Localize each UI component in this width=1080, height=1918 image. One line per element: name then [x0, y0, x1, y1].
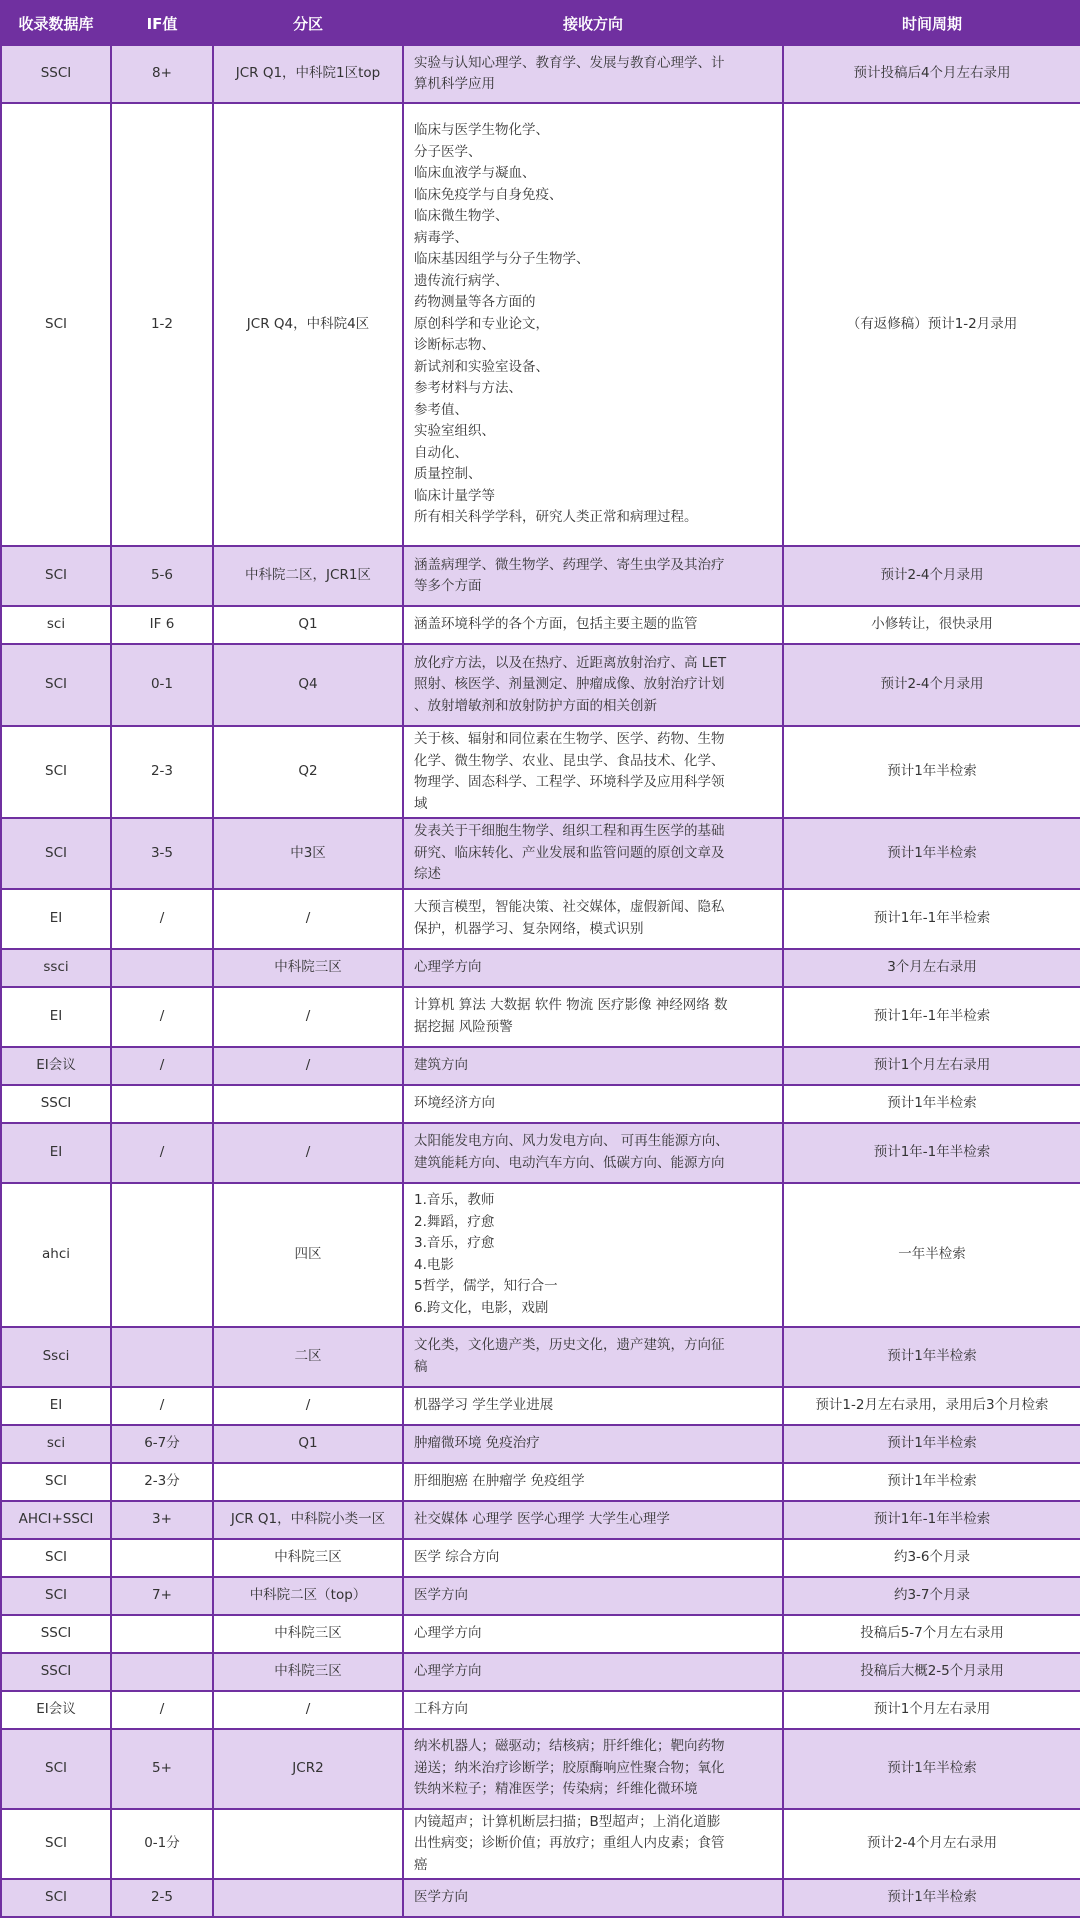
cell-impact-factor — [111, 1615, 213, 1653]
header-database: 收录数据库 — [1, 1, 111, 45]
table-row — [1, 818, 1080, 889]
table-row — [1, 1879, 1080, 1917]
cell-impact-factor: / — [111, 1047, 213, 1085]
cell-direction: 涵盖病理学、微生物学、药理学、寄生虫学及其治疗 等多个方面 — [403, 546, 783, 606]
header-zone: 分区 — [213, 1, 403, 45]
cell-zone: 中科院三区 — [213, 1615, 403, 1653]
table-row — [1, 889, 1080, 949]
cell-impact-factor — [111, 1327, 213, 1387]
cell-database: SCI — [1, 1729, 111, 1809]
cell-zone — [213, 1809, 403, 1880]
cell-zone: JCR Q1，中科院1区top — [213, 45, 403, 103]
cell-database: SCI — [1, 818, 111, 889]
cell-database: sci — [1, 1425, 111, 1463]
cell-database: SCI — [1, 1577, 111, 1615]
cell-time-period: 投稿后大概2-5个月录用 — [783, 1653, 1080, 1691]
cell-zone: JCR Q1，中科院小类一区 — [213, 1501, 403, 1539]
table-row — [1, 1577, 1080, 1615]
cell-zone: 中科院二区，JCR1区 — [213, 546, 403, 606]
table-row — [1, 1729, 1080, 1809]
cell-impact-factor: 7+ — [111, 1577, 213, 1615]
cell-zone: / — [213, 1047, 403, 1085]
cell-time-period: 预计1年半检索 — [783, 726, 1080, 818]
cell-direction: 实验与认知心理学、教育学、发展与教育心理学、计 算机科学应用 — [403, 45, 783, 103]
cell-zone: 四区 — [213, 1183, 403, 1327]
cell-direction: 涵盖环境科学的各个方面，包括主要主题的监管 — [403, 606, 783, 644]
table-row — [1, 45, 1080, 103]
table-row — [1, 1387, 1080, 1425]
cell-direction: 纳米机器人；磁驱动；结核病；肝纤维化；靶向药物 递送；纳米治疗诊断学；胶原酶响应性聚合物；氧化 铁纳米粒子；精准医学；传染病；纤维化微环境 — [403, 1729, 783, 1809]
cell-impact-factor — [111, 1183, 213, 1327]
cell-direction: 心理学方向 — [403, 1615, 783, 1653]
table-row — [1, 1809, 1080, 1880]
cell-impact-factor: 2-5 — [111, 1879, 213, 1917]
cell-database: SCI — [1, 1463, 111, 1501]
cell-time-period: 投稿后5-7个月左右录用 — [783, 1615, 1080, 1653]
cell-impact-factor — [111, 1085, 213, 1123]
cell-time-period: 预计1年半检索 — [783, 1463, 1080, 1501]
cell-direction: 临床与医学生物化学、 分子医学、 临床血液学与凝血、 临床免疫学与自身免疫、 临床微生物学、 病毒学、 临床基因组学与分子生物学、 遗传流行病学、 药物测量等各方面的 原创科学和专业论文， 诊断标志物、 新试剂和实验室设备、 参考材料与方法、 参考值、 实验室组织、 自动化、 质量控制、 临床计量学等 所有相关科学学科，研究人类正常和病理过程。 — [403, 103, 783, 546]
table-row — [1, 1047, 1080, 1085]
header-time-period: 时间周期 — [783, 1, 1080, 45]
cell-direction: 医学方向 — [403, 1577, 783, 1615]
cell-database: sci — [1, 606, 111, 644]
cell-direction: 医学 综合方向 — [403, 1539, 783, 1577]
cell-impact-factor — [111, 1539, 213, 1577]
cell-impact-factor: / — [111, 987, 213, 1047]
table-row — [1, 1691, 1080, 1729]
table-row — [1, 1615, 1080, 1653]
cell-zone — [213, 1463, 403, 1501]
cell-database: SSCI — [1, 45, 111, 103]
cell-impact-factor: 6-7分 — [111, 1425, 213, 1463]
cell-direction: 肿瘤微环境 免疫治疗 — [403, 1425, 783, 1463]
cell-time-period: 预计投稿后4个月左右录用 — [783, 45, 1080, 103]
cell-zone: / — [213, 987, 403, 1047]
table-row — [1, 1085, 1080, 1123]
cell-time-period: 预计1年半检索 — [783, 1425, 1080, 1463]
cell-zone — [213, 1879, 403, 1917]
cell-database: AHCI+SSCI — [1, 1501, 111, 1539]
cell-time-period: 预计1年-1年半检索 — [783, 1501, 1080, 1539]
table-row — [1, 1653, 1080, 1691]
table-row — [1, 1123, 1080, 1183]
cell-direction: 大预言模型，智能决策、社交媒体，虚假新闻、隐私 保护，机器学习、复杂网络，模式识别 — [403, 889, 783, 949]
cell-direction: 内镜超声；计算机断层扫描；B型超声；上消化道膨 出性病变；诊断价值；再放疗；重组人内皮素；食管 癌 — [403, 1809, 783, 1880]
cell-database: SCI — [1, 1809, 111, 1880]
cell-zone: Q1 — [213, 1425, 403, 1463]
cell-database: EI — [1, 1123, 111, 1183]
cell-zone: 中3区 — [213, 818, 403, 889]
table-row — [1, 644, 1080, 726]
cell-database: SSCI — [1, 1615, 111, 1653]
cell-time-period: 预计2-4个月录用 — [783, 644, 1080, 726]
cell-time-period: 预计1年半检索 — [783, 1085, 1080, 1123]
cell-impact-factor: 2-3 — [111, 726, 213, 818]
cell-direction: 肝细胞癌 在肿瘤学 免疫组学 — [403, 1463, 783, 1501]
cell-database: EI — [1, 987, 111, 1047]
cell-time-period: 约3-7个月录 — [783, 1577, 1080, 1615]
cell-database: ahci — [1, 1183, 111, 1327]
cell-zone — [213, 1085, 403, 1123]
cell-time-period: 预计2-4个月左右录用 — [783, 1809, 1080, 1880]
cell-zone: 中科院三区 — [213, 1539, 403, 1577]
cell-impact-factor: 3+ — [111, 1501, 213, 1539]
cell-impact-factor: 1-2 — [111, 103, 213, 546]
table-row — [1, 1463, 1080, 1501]
table-row — [1, 546, 1080, 606]
cell-direction: 文化类，文化遗产类，历史文化，遗产建筑，方向征 稿 — [403, 1327, 783, 1387]
cell-time-period: 预计2-4个月录用 — [783, 546, 1080, 606]
header-direction: 接收方向 — [403, 1, 783, 45]
cell-database: EI会议 — [1, 1047, 111, 1085]
cell-time-period: 预计1年-1年半检索 — [783, 1123, 1080, 1183]
cell-zone: 中科院二区（top） — [213, 1577, 403, 1615]
cell-zone: / — [213, 889, 403, 949]
cell-impact-factor: 2-3分 — [111, 1463, 213, 1501]
header-impact-factor: IF值 — [111, 1, 213, 45]
cell-zone: Q4 — [213, 644, 403, 726]
cell-direction: 关于核、辐射和同位素在生物学、医学、药物、生物 化学、微生物学、农业、昆虫学、食品技术、化学、 物理学、固态科学、工程学、环境科学及应用科学领 域 — [403, 726, 783, 818]
cell-database: SSCI — [1, 1085, 111, 1123]
cell-database: SCI — [1, 644, 111, 726]
cell-direction: 医学方向 — [403, 1879, 783, 1917]
cell-impact-factor: 8+ — [111, 45, 213, 103]
cell-direction: 放化疗方法，以及在热疗、近距离放射治疗、高 LET 照射、核医学、剂量测定、肿瘤成像、放射治疗计划 、放射增敏剂和放射防护方面的相关创新 — [403, 644, 783, 726]
cell-zone: JCR2 — [213, 1729, 403, 1809]
cell-time-period: 预计1年半检索 — [783, 1327, 1080, 1387]
cell-zone: / — [213, 1123, 403, 1183]
cell-zone: 中科院三区 — [213, 949, 403, 987]
cell-time-period: 预计1年半检索 — [783, 818, 1080, 889]
cell-time-period: 一年半检索 — [783, 1183, 1080, 1327]
cell-impact-factor: 5-6 — [111, 546, 213, 606]
cell-time-period: 预计1个月左右录用 — [783, 1047, 1080, 1085]
cell-impact-factor: / — [111, 1387, 213, 1425]
cell-impact-factor: 0-1分 — [111, 1809, 213, 1880]
cell-direction: 太阳能发电方向、风力发电方向、 可再生能源方向、 建筑能耗方向、电动汽车方向、低碳方向、能源方向 — [403, 1123, 783, 1183]
table-row — [1, 1183, 1080, 1327]
cell-impact-factor — [111, 949, 213, 987]
cell-time-period: 预计1-2月左右录用，录用后3个月检索 — [783, 1387, 1080, 1425]
cell-zone: / — [213, 1691, 403, 1729]
cell-zone: Q2 — [213, 726, 403, 818]
cell-time-period: 3个月左右录用 — [783, 949, 1080, 987]
cell-impact-factor: / — [111, 1691, 213, 1729]
cell-database: SCI — [1, 546, 111, 606]
cell-impact-factor: 0-1 — [111, 644, 213, 726]
table-row — [1, 606, 1080, 644]
cell-database: Ssci — [1, 1327, 111, 1387]
cell-impact-factor — [111, 1653, 213, 1691]
cell-direction: 1.音乐，教师 2.舞蹈，疗愈 3.音乐，疗愈 4.电影 5哲学，儒学，知行合一 6.跨文化，电影，戏剧 — [403, 1183, 783, 1327]
cell-time-period: 小修转让，很快录用 — [783, 606, 1080, 644]
cell-direction: 建筑方向 — [403, 1047, 783, 1085]
cell-direction: 心理学方向 — [403, 1653, 783, 1691]
cell-database: EI — [1, 1387, 111, 1425]
cell-direction: 心理学方向 — [403, 949, 783, 987]
cell-database: ssci — [1, 949, 111, 987]
table-row — [1, 987, 1080, 1047]
cell-time-period: 预计1年-1年半检索 — [783, 987, 1080, 1047]
cell-database: SCI — [1, 103, 111, 546]
table-row — [1, 1501, 1080, 1539]
cell-direction: 工科方向 — [403, 1691, 783, 1729]
table-row — [1, 1327, 1080, 1387]
cell-impact-factor: 3-5 — [111, 818, 213, 889]
cell-time-period: 预计1年半检索 — [783, 1729, 1080, 1809]
cell-zone: 中科院三区 — [213, 1653, 403, 1691]
cell-database: EI — [1, 889, 111, 949]
cell-direction: 社交媒体 心理学 医学心理学 大学生心理学 — [403, 1501, 783, 1539]
table-row — [1, 1425, 1080, 1463]
table-row — [1, 103, 1080, 546]
cell-zone: / — [213, 1387, 403, 1425]
cell-direction: 环境经济方向 — [403, 1085, 783, 1123]
cell-impact-factor: IF 6 — [111, 606, 213, 644]
cell-zone: 二区 — [213, 1327, 403, 1387]
cell-impact-factor: / — [111, 889, 213, 949]
cell-impact-factor: / — [111, 1123, 213, 1183]
cell-database: SSCI — [1, 1653, 111, 1691]
cell-time-period: 预计1年-1年半检索 — [783, 889, 1080, 949]
cell-database: SCI — [1, 1539, 111, 1577]
cell-time-period: 预计1年半检索 — [783, 1879, 1080, 1917]
cell-direction: 发表关于干细胞生物学、组织工程和再生医学的基础 研究、临床转化、产业发展和监管问题的原创文章及 综述 — [403, 818, 783, 889]
cell-direction: 计算机 算法 大数据 软件 物流 医疗影像 神经网络 数 据挖掘 风险预警 — [403, 987, 783, 1047]
cell-database: SCI — [1, 726, 111, 818]
cell-time-period: （有返修稿）预计1-2月录用 — [783, 103, 1080, 546]
cell-time-period: 约3-6个月录 — [783, 1539, 1080, 1577]
cell-impact-factor: 5+ — [111, 1729, 213, 1809]
cell-zone: JCR Q4，中科院4区 — [213, 103, 403, 546]
cell-time-period: 预计1个月左右录用 — [783, 1691, 1080, 1729]
table-row — [1, 1539, 1080, 1577]
table-row — [1, 726, 1080, 818]
cell-database: SCI — [1, 1879, 111, 1917]
cell-direction: 机器学习 学生学业进展 — [403, 1387, 783, 1425]
cell-database: EI会议 — [1, 1691, 111, 1729]
header-row — [1, 1, 1080, 45]
table-row — [1, 949, 1080, 987]
cell-zone: Q1 — [213, 606, 403, 644]
